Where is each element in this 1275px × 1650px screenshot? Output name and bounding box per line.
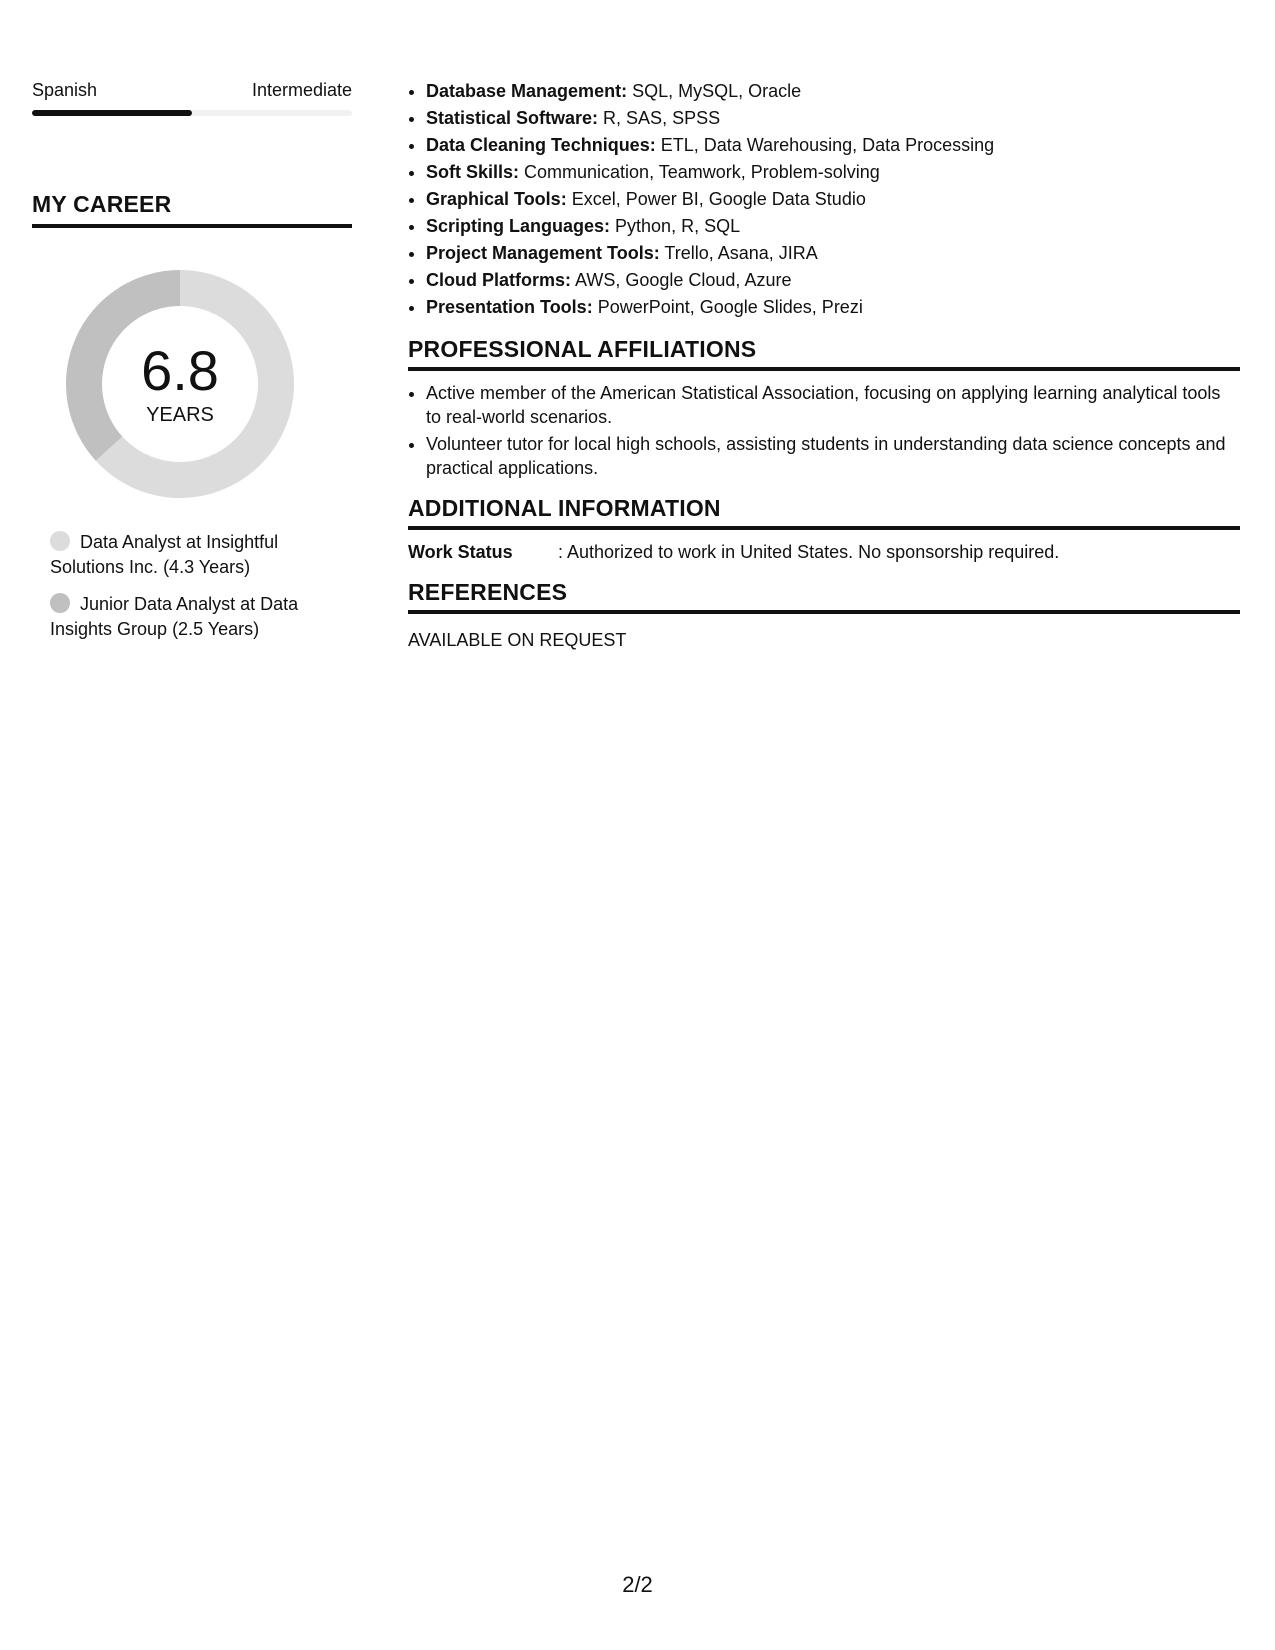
references-text: AVAILABLE ON REQUEST	[408, 630, 627, 650]
donut-center	[66, 270, 294, 498]
skill-item	[426, 294, 1240, 321]
skill-label: Soft Skills:	[426, 162, 520, 182]
skill-item	[426, 267, 1240, 294]
career-donut-chart	[66, 270, 294, 498]
skill-item	[426, 240, 1240, 267]
career-legend-item	[50, 592, 352, 642]
skill-value: Excel, Power BI, Google Data Studio	[566, 189, 866, 209]
career-item-label: Junior Data Analyst at Data Insights Group (2.5 Years)	[50, 594, 299, 639]
skill-value: AWS, Google Cloud, Azure	[571, 270, 792, 290]
skill-value: R, SAS, SPSS	[598, 108, 721, 128]
legend-dot-icon	[50, 531, 70, 551]
skill-label: Project Management Tools:	[426, 243, 660, 263]
career-heading: MY CAREER	[32, 190, 352, 228]
skill-label: Cloud Platforms:	[426, 270, 572, 290]
skill-item	[426, 78, 1240, 105]
work-status-value: : Authorized to work in United States. No sponsorship required.	[558, 542, 1060, 562]
additional-info-heading: ADDITIONAL INFORMATION	[408, 494, 1240, 530]
references-heading: REFERENCES	[408, 578, 1240, 614]
language-proficiency-fill	[32, 110, 192, 116]
affiliations-heading: PROFESSIONAL AFFILIATIONS	[408, 335, 1240, 371]
skill-label: Scripting Languages:	[426, 216, 611, 236]
career-legend-item	[50, 530, 352, 580]
language-level: Intermediate	[251, 80, 352, 100]
language-proficiency-bar	[32, 110, 352, 116]
skill-item	[426, 159, 1240, 186]
skill-item	[426, 186, 1240, 213]
skill-value: PowerPoint, Google Slides, Prezi	[592, 297, 863, 317]
skill-value: SQL, MySQL, Oracle	[627, 81, 802, 101]
affiliation-item: • Active member of the American Statistical Association, focusing on applying learning analytical tools to real-world scenarios.	[426, 381, 1240, 429]
skill-item	[426, 213, 1240, 240]
page-number: 2/2	[622, 1572, 653, 1597]
skill-item	[426, 132, 1240, 159]
career-item-label: Data Analyst at Insightful Solutions Inc. (4.3 Years)	[50, 532, 279, 577]
skill-value: Python, R, SQL	[610, 216, 741, 236]
work-status-row	[408, 540, 1240, 564]
skill-label: Database Management:	[426, 81, 628, 101]
skill-label: Statistical Software:	[426, 108, 599, 128]
skill-label: Presentation Tools:	[426, 297, 593, 317]
skill-item	[426, 105, 1240, 132]
language-row	[32, 78, 352, 102]
legend-dot-icon	[50, 593, 70, 613]
language-name: Spanish	[32, 80, 98, 100]
skill-label: Graphical Tools:	[426, 189, 567, 209]
skill-label: Data Cleaning Techniques:	[426, 135, 656, 155]
career-total-unit: YEARS	[146, 404, 214, 426]
right-column	[408, 78, 1240, 652]
skills-list	[408, 78, 1240, 321]
skill-value: ETL, Data Warehousing, Data Processing	[655, 135, 995, 155]
skill-value: Trello, Asana, JIRA	[659, 243, 818, 263]
career-legend	[32, 530, 352, 642]
left-column	[32, 78, 352, 654]
affiliation-item: • Volunteer tutor for local high schools, assisting students in understanding data science concepts and practical applications.	[426, 432, 1240, 480]
skill-value: Communication, Teamwork, Problem-solving	[519, 162, 880, 182]
work-status-label: Work Status	[408, 542, 513, 562]
career-total-value: 6.8	[141, 339, 219, 402]
affiliations-list	[408, 381, 1240, 480]
